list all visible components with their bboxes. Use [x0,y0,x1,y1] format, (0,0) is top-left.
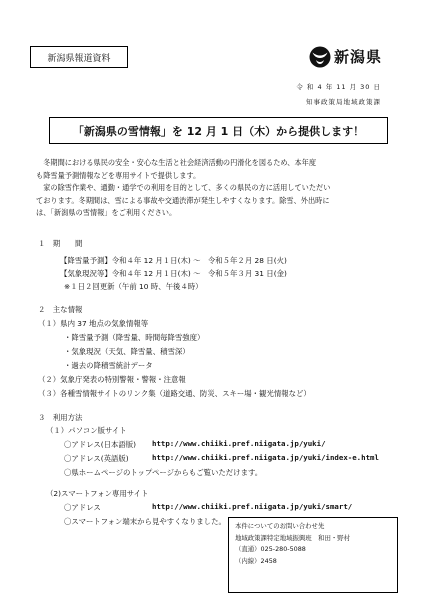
intro-line: は、「新潟県の雪情報」をご利用ください。 [36,208,177,218]
info-subitem: ・降雪量予測（降雪量、時間毎降雪強度） [64,333,205,342]
contact-direct-phone: （直通）025-280-5088 [235,545,306,553]
sp-url-link[interactable]: http://www.chiiki.pref.niigata.jp/yuki/smart/ [152,502,353,511]
headline: 「新潟県の雪情報」を 12 月 1 日（木）から提供します！ [49,117,388,144]
pc-ja-label: 〇アドレス(日本語版) [64,440,137,449]
section-3-title: ３ 利用方法 [38,413,83,422]
period-line: 【降雪量予測】令和４年 12 月１日(木) 〜 令和５年２月 28 日(火) [60,256,287,265]
pc-site-title: （１）パソコン版サイト [46,426,127,435]
pc-note: 〇県ホームページのトップページからもご覧いただけます。 [64,468,263,477]
release-date: 令 和 4 年 11 月 30 日 [296,83,381,91]
contact-box [228,517,398,593]
section-1-title: １ 期 間 [38,239,83,248]
section-2-title: ２ 主な情報 [38,305,83,314]
intro-line: 冬期間における県民の安全・安心な生活と社会経済活動の円滑化を図るため、本年度 [36,158,317,167]
intro-line: も降雪量予測情報などを専用サイトで提供します。 [36,170,201,180]
info-item: （１）県内 37 地点の気象情報等 [38,319,149,328]
smartphone-site-title: （2)スマートフォン専用サイト [46,489,149,498]
intro-line: 家の除雪作業や、通勤・通学での利用を目的として、多くの県民の方に活用していただい [36,183,331,193]
info-subitem: ・過去の降積雪統計データ [64,361,153,370]
sp-label: 〇アドレス [64,503,101,512]
contact-section: 地域政策課特定地域振興班 和田・野村 [235,533,351,542]
pc-ja-url-link[interactable]: http://www.chiiki.pref.niigata.jp/yuki/ [152,439,326,448]
info-subitem: ・気象現況（天気、降雪量、積雪深） [64,347,190,356]
contact-extension: （内線）2458 [235,556,277,565]
intro-paragraph [36,157,392,220]
sp-note: 〇スマートフォン端末から見やすくなりました。 [64,517,226,526]
logo-text: 新潟県 [334,48,383,66]
press-release-label: 新潟県報道資料 [30,46,128,68]
niigata-prefecture-logo-icon [309,46,331,68]
period-line: 【気象現況等】令和４年 12 月１日(木) 〜 令和５年３月 31 日(金) [60,269,287,278]
update-note: ※１日２回更新（午前 10 時、午後４時） [64,282,203,291]
info-item: （３）各種雪情報サイトのリンク集（道路交通、防災、スキー場・観光情報など） [38,389,311,398]
contact-heading: 本件についてのお問い合わせ先 [235,522,325,530]
intro-line: ております。冬期間は、雪による事故や交通渋滞が発生しやすくなります。除雪、外出時に [36,195,330,205]
info-item: （２）気象庁発表の特別警報・警報・注意報 [38,375,186,384]
pc-en-label: 〇アドレス(英語版) [64,454,129,463]
pc-en-url-link[interactable]: http://www.chiiki.pref.niigata.jp/yuki/index-e.html [152,453,379,462]
department-name: 知事政策局地域政策課 [306,98,381,106]
